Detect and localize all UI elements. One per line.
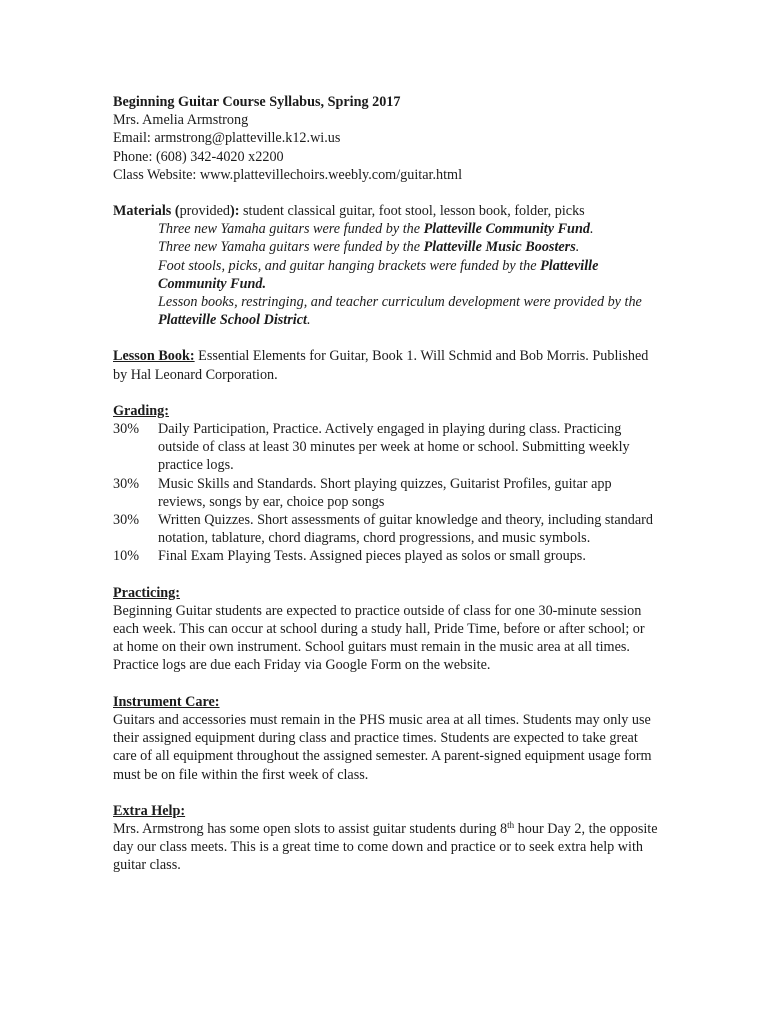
extra-help-text: Mrs. Armstrong has some open slots to assist guitar students during 8th hour Day 2, the opposite day our class meets. This is a great time to come down and practice or to seek extra help with guitar class. [113,819,658,874]
grading-percent: 30% [113,475,140,492]
grading-percent: 10% [113,548,140,565]
class-website: Class Website: www.plattevillechoirs.weebly.com/guitar.html [113,166,463,183]
grading-description: Music Skills and Standards. Short playing quizzes, Guitarist Profiles, guitar app reviews, songs by ear, choice pop songs [158,475,612,510]
teacher-name: Mrs. Amelia Armstrong [113,112,249,129]
lesson-book-text: Essential Elements for Guitar, Book 1. Will Schmid and Bob Morris. Published by Hal Leonard Corporation. [113,348,649,383]
practicing-heading: Practicing: [113,584,180,601]
grading-item [113,475,658,511]
materials-line [113,202,658,220]
funding-note: Lesson books, restringing, and teacher curriculum development were provided by the Platteville School District. [158,294,642,329]
materials-text: student classical guitar, foot stool, lesson book, folder, picks [239,203,585,220]
lesson-book-label: Lesson Book: [113,348,195,365]
grading-heading: Grading: [113,402,169,419]
lesson-book-line [113,347,658,383]
instrument-care-heading: Instrument Care: [113,693,220,710]
teacher-email: Email: armstrong@platteville.k12.wi.us [113,130,341,147]
materials-label: Materials ( [113,203,180,220]
grading-percent: 30% [113,421,140,438]
materials-label-close: ): [230,203,240,220]
teacher-phone: Phone: (608) 342-4020 x2200 [113,148,284,165]
ordinal-suffix: th [507,819,515,830]
instrument-care-text: Guitars and accessories must remain in the PHS music area at all times. Students may only use their assigned equipment during class and practice times. Students are expected to take great care of all equipment throughout the assigned semester. A parent-signed equipment usage form must be on file within the first week of class. [113,711,652,783]
funding-note: Three new Yamaha guitars were funded by the Platteville Music Boosters. [158,239,580,256]
funding-note: Three new Yamaha guitars were funded by the Platteville Community Fund. [158,221,594,238]
grading-item [113,420,658,475]
grading-percent: 30% [113,512,140,529]
materials-provided: provided [179,203,231,220]
grading-description: Daily Participation, Practice. Actively engaged in playing during class. Practicing outside of class at least 30 minutes per week at home or school. Submitting weekly practice logs. [158,421,630,474]
extra-help-heading: Extra Help: [113,802,186,819]
syllabus-body [113,93,658,875]
grading-item [113,547,658,565]
practicing-text: Beginning Guitar students are expected to practice outside of class for one 30-minute session each week. This can occur at school during a study hall, Pride Time, before or after school; or at home on their own instrument. School guitars must remain in the music area at all times. Practice logs are due each Friday via Google Form on the website. [113,602,645,674]
grading-description: Written Quizzes. Short assessments of guitar knowledge and theory, including standard notation, tablature, chord diagrams, chord progressions, and music symbols. [158,512,653,547]
grading-item [113,511,658,547]
grading-description: Final Exam Playing Tests. Assigned pieces played as solos or small groups. [158,548,586,565]
syllabus-title: Beginning Guitar Course Syllabus, Spring 2017 [113,94,401,110]
funding-note: Foot stools, picks, and guitar hanging brackets were funded by the Platteville Community Fund. [158,257,599,292]
